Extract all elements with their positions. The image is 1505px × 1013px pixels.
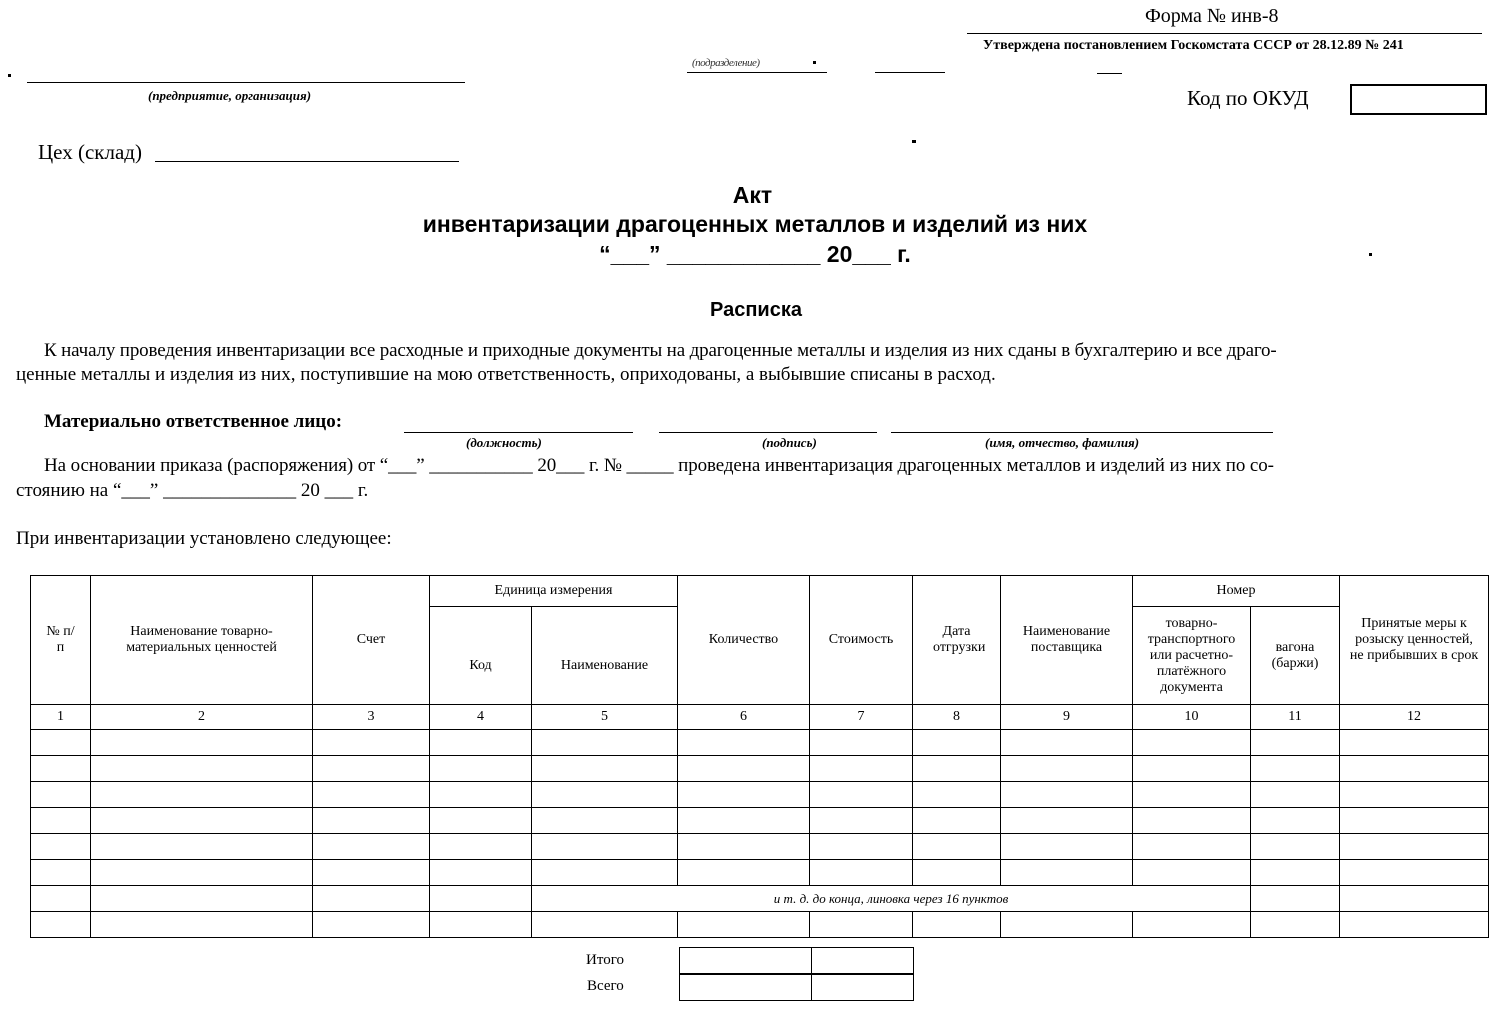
col-number: 12 xyxy=(1340,705,1489,730)
header-rule xyxy=(967,33,1482,34)
col-header-doc: товарно-транспортного или расчетно-платёжного документа xyxy=(1133,607,1251,705)
signature-line[interactable] xyxy=(659,432,877,433)
col-header-qty: Количество xyxy=(678,576,810,705)
grand-total-qty-cell[interactable] xyxy=(679,974,812,1001)
col-header-unit-code: Код xyxy=(430,607,532,705)
title-date: “___” ____________ 20___ г. xyxy=(599,241,911,267)
col-number: 6 xyxy=(678,705,810,730)
table-row[interactable] xyxy=(31,808,1489,834)
col-header-measures: Принятые меры к розыску ценностей, не прибывших в срок xyxy=(1340,576,1489,705)
col-number: 3 xyxy=(313,705,430,730)
total-label: Итого xyxy=(586,952,624,968)
name-caption: (имя, отчество, фамилия) xyxy=(985,435,1140,450)
title-act: Акт xyxy=(732,182,773,208)
grand-total-label: Всего xyxy=(587,978,624,994)
order-text-2: стоянию на “___” ______________ 20 ___ г. xyxy=(16,480,369,501)
signature-caption: (подпись) xyxy=(762,435,817,450)
inventory-table xyxy=(30,575,1489,938)
subdivision-line-3 xyxy=(1097,73,1122,74)
scan-speck xyxy=(813,61,816,64)
approval-note: Утверждена постановлением Госкомстата СССР от 28.12.89 № 241 xyxy=(983,38,1404,53)
table-row[interactable] xyxy=(31,860,1489,886)
scan-speck xyxy=(912,140,916,143)
col-header-account: Счет xyxy=(313,576,430,705)
order-text-1: На основании приказа (распоряжения) от “___” ___________ 20___ г. № _____ проведена инвентаризация драгоценных металлов и изделий из них по со- xyxy=(44,455,1274,476)
grand-total-cost-cell[interactable] xyxy=(811,974,914,1001)
enterprise-line xyxy=(27,82,465,83)
title-subject: инвентаризации драгоценных металлов и изделий из них xyxy=(422,211,1088,237)
okud-field[interactable] xyxy=(1350,84,1487,115)
col-number: 4 xyxy=(430,705,532,730)
total-cost-cell[interactable] xyxy=(811,947,914,974)
table-row[interactable] xyxy=(31,912,1489,938)
col-header-unit: Единица измерения xyxy=(430,576,678,607)
col-header-cost: Стоимость xyxy=(810,576,913,705)
workshop-label: Цех (склад) xyxy=(38,140,142,164)
receipt-text-1: К началу проведения инвентаризации все расходные и приходные документы на драгоценные металлы и изделия из них сданы в бухгалтерию и все драго- xyxy=(44,340,1277,361)
col-header-unit-name: Наименование xyxy=(532,607,678,705)
table-note-row xyxy=(31,886,1489,912)
okud-label: Код по ОКУД xyxy=(1187,86,1309,110)
col-number: 11 xyxy=(1251,705,1340,730)
col-number: 1 xyxy=(31,705,91,730)
form-number: Форма № инв-8 xyxy=(1145,5,1279,27)
col-header-date: Дата отгрузки xyxy=(913,576,1001,705)
subdivision-line-2 xyxy=(875,72,945,73)
col-header-supplier: Наименование поставщика xyxy=(1001,576,1133,705)
responsible-label: Материально ответственное лицо: xyxy=(44,411,343,432)
table-row[interactable] xyxy=(31,756,1489,782)
position-line[interactable] xyxy=(404,432,633,433)
total-qty-cell[interactable] xyxy=(679,947,812,974)
workshop-line[interactable] xyxy=(155,161,459,162)
col-number: 9 xyxy=(1001,705,1133,730)
col-number: 8 xyxy=(913,705,1001,730)
enterprise-caption: (предприятие, организация) xyxy=(148,88,312,103)
receipt-text-2: ценные металлы и изделия из них, поступившие на мою ответственность, оприходованы, а выбывшие списаны в расход. xyxy=(16,364,996,385)
col-number: 5 xyxy=(532,705,678,730)
col-number: 2 xyxy=(91,705,313,730)
table-row[interactable] xyxy=(31,730,1489,756)
table-row[interactable] xyxy=(31,782,1489,808)
table-row[interactable] xyxy=(31,834,1489,860)
col-number: 7 xyxy=(810,705,913,730)
subdivision-caption: (подразделение) xyxy=(692,57,760,69)
scan-speck xyxy=(8,74,11,77)
col-header-name: Наименование товарно-материальных ценностей xyxy=(91,576,313,705)
col-number: 10 xyxy=(1133,705,1251,730)
established-text: При инвентаризации установлено следующее: xyxy=(16,528,392,549)
col-header-no: № п/п xyxy=(31,576,91,705)
table-note: и т. д. до конца, линовка через 16 пунктов xyxy=(532,886,1251,912)
col-header-number: Номер xyxy=(1133,576,1340,607)
col-header-wagon: вагона (баржи) xyxy=(1251,607,1340,705)
position-caption: (должность) xyxy=(466,435,542,450)
subdivision-line xyxy=(687,72,827,73)
receipt-heading: Расписка xyxy=(710,299,802,321)
name-line[interactable] xyxy=(891,432,1273,433)
